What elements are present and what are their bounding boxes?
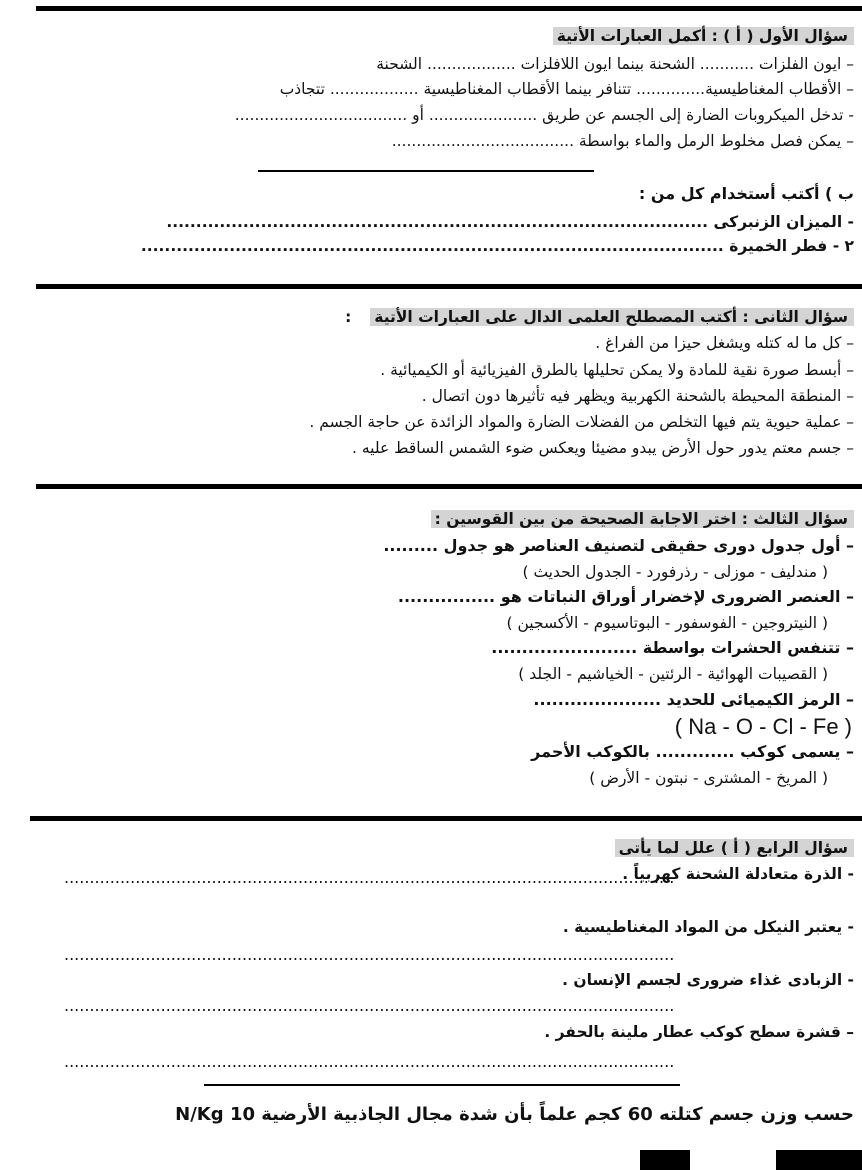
q2-title bbox=[345, 307, 854, 327]
q1-divider bbox=[258, 170, 594, 172]
q2-item: – جسم معتم يدور حول الأرض يبدو مضيئا ويعكس ضوء الشمس الساقط عليه . bbox=[351, 439, 854, 457]
q3-title bbox=[431, 509, 854, 529]
q4-answer-line: ........................................................................................................................ bbox=[64, 1052, 675, 1071]
q3-options: ( مندليف - موزلى - رذرفورد - الجدول الحديث ) bbox=[522, 563, 828, 581]
q2-top-rule bbox=[36, 284, 862, 289]
q3-question: – أول جدول دورى حقيقى لتصنيف العناصر هو جدول ......... bbox=[383, 536, 854, 555]
q4-title bbox=[615, 838, 854, 858]
q3-top-rule bbox=[36, 484, 862, 489]
footer-question: حسب وزن جسم كتلته 60 كجم علماً بأن شدة مجال الجاذبية الأرضية 10 N/Kg bbox=[175, 1104, 854, 1125]
bottom-black-box bbox=[640, 1150, 690, 1170]
q2-title-text: سؤال الثانى : أكتب المصطلح العلمى الدال على العبارات الأتية bbox=[370, 308, 854, 326]
q3-question: – الرمز الكيميائى للحديد ..................... bbox=[533, 690, 854, 709]
q4-title-text: سؤال الرابع ( أ ) علل لما يأتى bbox=[615, 839, 854, 857]
q2-title-colon: : bbox=[345, 308, 352, 326]
q4-answer-line: ........................................................................................................................ bbox=[64, 996, 675, 1015]
q1-title-text: سؤال الأول ( أ ) : أكمل العبارات الأتية bbox=[553, 27, 854, 45]
footer-divider bbox=[204, 1084, 680, 1086]
q4-top-rule bbox=[30, 816, 862, 821]
q4-item: - يعتبر النيكل من المواد المغناطيسية . bbox=[562, 918, 854, 936]
q4-item: - الذرة متعادلة الشحنة كهربياً . bbox=[622, 865, 854, 883]
top-rule bbox=[36, 6, 862, 11]
q3-options-symbols: ( Na - O - Cl - Fe ) bbox=[674, 714, 852, 739]
q3-options: ( المريخ - المشترى - نبتون - الأرض ) bbox=[589, 769, 828, 787]
q1-item: – ايون الفلزات ........... الشحنة بينما ايون اللافلزات .................. الشحنة bbox=[376, 55, 854, 73]
q4-answer-line: ........................................................................................................................ bbox=[64, 945, 675, 964]
q1-item: – يمكن فصل مخلوط الرمل والماء بواسطة ..................................... bbox=[391, 132, 854, 150]
bottom-black-box bbox=[776, 1150, 862, 1170]
q4-item: - الزبادى غذاء ضرورى لجسم الإنسان . bbox=[562, 971, 854, 989]
q2-item: – عملية حيوية يتم فيها التخلص من الفضلات الضارة والمواد الزائدة عن حاجة الجسم . bbox=[309, 413, 854, 431]
q3-question: – العنصر الضرورى لإخضرار أوراق النباتات هو ................ bbox=[397, 587, 854, 606]
q1-b-item: - الميزان الزنبركى ............................................................................................ bbox=[166, 213, 854, 231]
q2-item: – المنطقة المحيطة بالشحنة الكهربية ويظهر فيه تأثيرها دون اتصال . bbox=[421, 387, 854, 405]
q1-b-title: ب ) أكتب أستخدام كل من : bbox=[638, 184, 854, 203]
q2-item: – كل ما له كتله ويشغل حيزا من الفراغ . bbox=[595, 334, 854, 352]
q4-answer-line: ........................................................................................................................ bbox=[64, 868, 675, 887]
q4-item: – قشرة سطح كوكب عطار ملينة بالحفر . bbox=[544, 1023, 854, 1041]
q1-b-item: ٢ - فطر الخميرة ................................................................................................... bbox=[140, 237, 854, 255]
q1-item: - تدخل الميكروبات الضارة إلى الجسم عن طريق ...................... أو ................................... bbox=[234, 106, 854, 124]
q1-title bbox=[553, 26, 854, 46]
q3-title-text: سؤال الثالث : اختر الاجابة الصحيحة من بين القوسين : bbox=[431, 510, 854, 528]
q1-item: – الأقطاب المغناطيسية.............. تتنافر بينما الأقطاب المغناطيسية .................. تتجاذب bbox=[279, 80, 854, 98]
q3-question: – تتنفس الحشرات بواسطة ........................ bbox=[491, 638, 854, 657]
q3-options: ( النيتروجين - الفوسفور - البوتاسيوم - الأكسجين ) bbox=[506, 614, 828, 632]
q3-options: ( القصيبات الهوائية - الرئتين - الخياشيم - الجلد ) bbox=[518, 665, 828, 683]
q2-item: – أبسط صورة نقية للمادة ولا يمكن تحليلها بالطرق الفيزيائية أو الكيميائية . bbox=[380, 361, 854, 379]
q3-question: – يسمى كوكب ............. بالكوكب الأحمر bbox=[531, 742, 854, 761]
